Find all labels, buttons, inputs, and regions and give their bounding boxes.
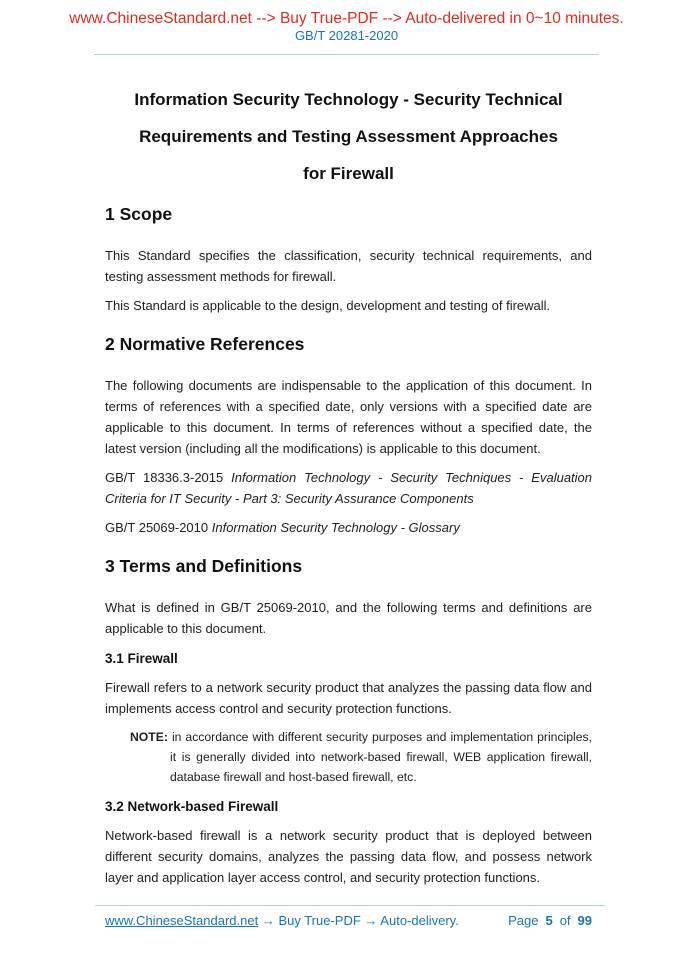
document-body	[0, 81, 693, 888]
normative-paragraph: The following documents are indispensable to the application of this document. In terms of references with a specified date, only versions with a specified date are applicable to this document. In terms of references without a specified date, the latest version (including all the modifications) is applicable to this document.	[105, 378, 592, 456]
section-heading-scope: 1 Scope	[105, 204, 173, 224]
page-current-number: 5	[545, 913, 553, 928]
reference-code: GB/T 25069-2010	[105, 520, 209, 535]
reference-code: GB/T 18336.3-2015	[105, 470, 224, 485]
reference-title: Information Security Technology - Glossary	[211, 520, 460, 535]
document-title	[105, 81, 592, 192]
subsection-heading-firewall: 3.1 Firewall	[105, 651, 178, 666]
page-indicator-label: Page	[508, 913, 539, 928]
footer-divider	[95, 905, 605, 906]
firewall-definition-paragraph: Firewall refers to a network security product that analyzes the passing data flow and implements access control and security protection functions.	[105, 680, 592, 716]
note-label: NOTE:	[130, 730, 168, 744]
document-title-line1: Information Security Technology - Security Technical	[134, 90, 563, 109]
section-heading-terms-definitions: 3 Terms and Definitions	[105, 556, 303, 576]
page-footer	[105, 913, 592, 928]
document-title-line3: for Firewall	[303, 164, 394, 183]
page-indicator-of: of	[559, 913, 571, 928]
reference-title: Information Technology - Security Techniques - Evaluation Criteria for IT Security - Part 3: Security Assurance Components	[105, 470, 593, 506]
subsection-heading-network-based-firewall: 3.2 Network-based Firewall	[105, 799, 279, 814]
page-header	[0, 0, 693, 55]
scope-paragraph-2: This Standard is applicable to the design, development and testing of firewall.	[105, 298, 551, 313]
network-firewall-definition-paragraph: Network-based firewall is a network security product that is deployed between different security domains, analyzes the passing data flow, and possess network layer and application layer access control, and security protection functions.	[105, 828, 592, 885]
scope-paragraph-1: This Standard specifies the classification, security technical requirements, and testing assessment methods for firewall.	[105, 248, 592, 284]
page-total-number: 99	[577, 913, 592, 928]
banner-link[interactable]: www.ChineseStandard.net --> Buy True-PDF --> Auto-delivered in 0~10 minutes.	[69, 10, 624, 27]
note-text: in accordance with different security purposes and implementation principles, it is generally divided into network-based firewall, WEB application firewall, database firewall and host-based firewall, etc.	[170, 730, 592, 784]
note-block	[105, 727, 592, 787]
header-divider	[94, 54, 599, 55]
footer-left	[105, 913, 459, 928]
document-title-line2: Requirements and Testing Assessment Approaches	[139, 127, 558, 146]
terms-paragraph: What is defined in GB/T 25069-2010, and the following terms and definitions are applicable to this document.	[105, 600, 592, 636]
footer-site-link[interactable]: www.ChineseStandard.net	[105, 913, 259, 928]
reference-entry	[105, 517, 592, 538]
reference-entry	[105, 467, 592, 509]
page-indicator	[508, 913, 592, 928]
footer-tagline: → Buy True-PDF → Auto-delivery.	[261, 913, 459, 928]
standard-code: GB/T 20281-2020	[294, 28, 399, 43]
section-heading-normative-references: 2 Normative References	[105, 334, 305, 354]
